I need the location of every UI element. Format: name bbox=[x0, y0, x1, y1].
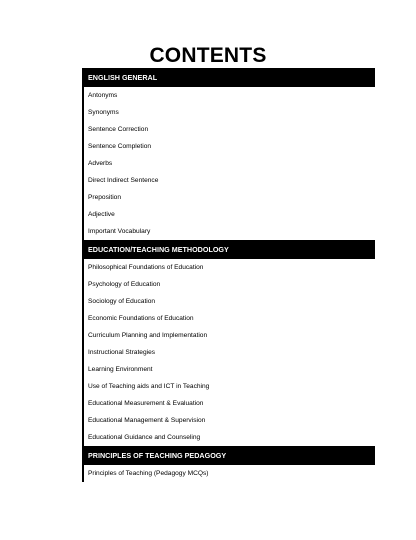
toc-item: Educational Measurement & Evaluation bbox=[88, 400, 204, 407]
toc-item: Antonyms bbox=[88, 92, 118, 99]
toc-item: Economic Foundations of Education bbox=[88, 315, 194, 322]
toc-item: Sentence Correction bbox=[88, 126, 149, 133]
toc-item: Psychology of Education bbox=[88, 281, 161, 288]
toc-item: Sociology of Education bbox=[88, 298, 156, 305]
section-header: EDUCATION/TEACHING METHODOLOGY bbox=[84, 240, 375, 259]
toc-item: Use of Teaching aids and ICT in Teaching bbox=[88, 383, 210, 390]
toc-item: Principles of Teaching (Pedagogy MCQs) bbox=[88, 470, 209, 477]
toc-item: Adverbs bbox=[88, 160, 113, 167]
toc-item: Educational Management & Supervision bbox=[88, 417, 206, 424]
toc-item: Direct Indirect Sentence bbox=[88, 177, 159, 184]
toc-list bbox=[84, 68, 375, 482]
table-of-contents bbox=[82, 68, 375, 482]
toc-item: Learning Environment bbox=[88, 366, 153, 373]
toc-item: Instructional Strategies bbox=[88, 349, 156, 356]
toc-item: Preposition bbox=[88, 194, 121, 201]
toc-item: Philosophical Foundations of Education bbox=[88, 264, 204, 271]
toc-item: Adjective bbox=[88, 211, 115, 218]
toc-item: Sentence Completion bbox=[88, 143, 152, 150]
toc-item: Curriculum Planning and Implementation bbox=[88, 332, 208, 339]
section-header: ENGLISH GENERAL bbox=[84, 68, 375, 87]
toc-item: Synonyms bbox=[88, 109, 119, 116]
toc-item: Important Vocabulary bbox=[88, 228, 151, 235]
page-title: CONTENTS bbox=[149, 44, 267, 67]
section-header: PRINCIPLES OF TEACHING PEDAGOGY bbox=[84, 446, 375, 465]
toc-item: Educational Guidance and Counseling bbox=[88, 434, 201, 441]
